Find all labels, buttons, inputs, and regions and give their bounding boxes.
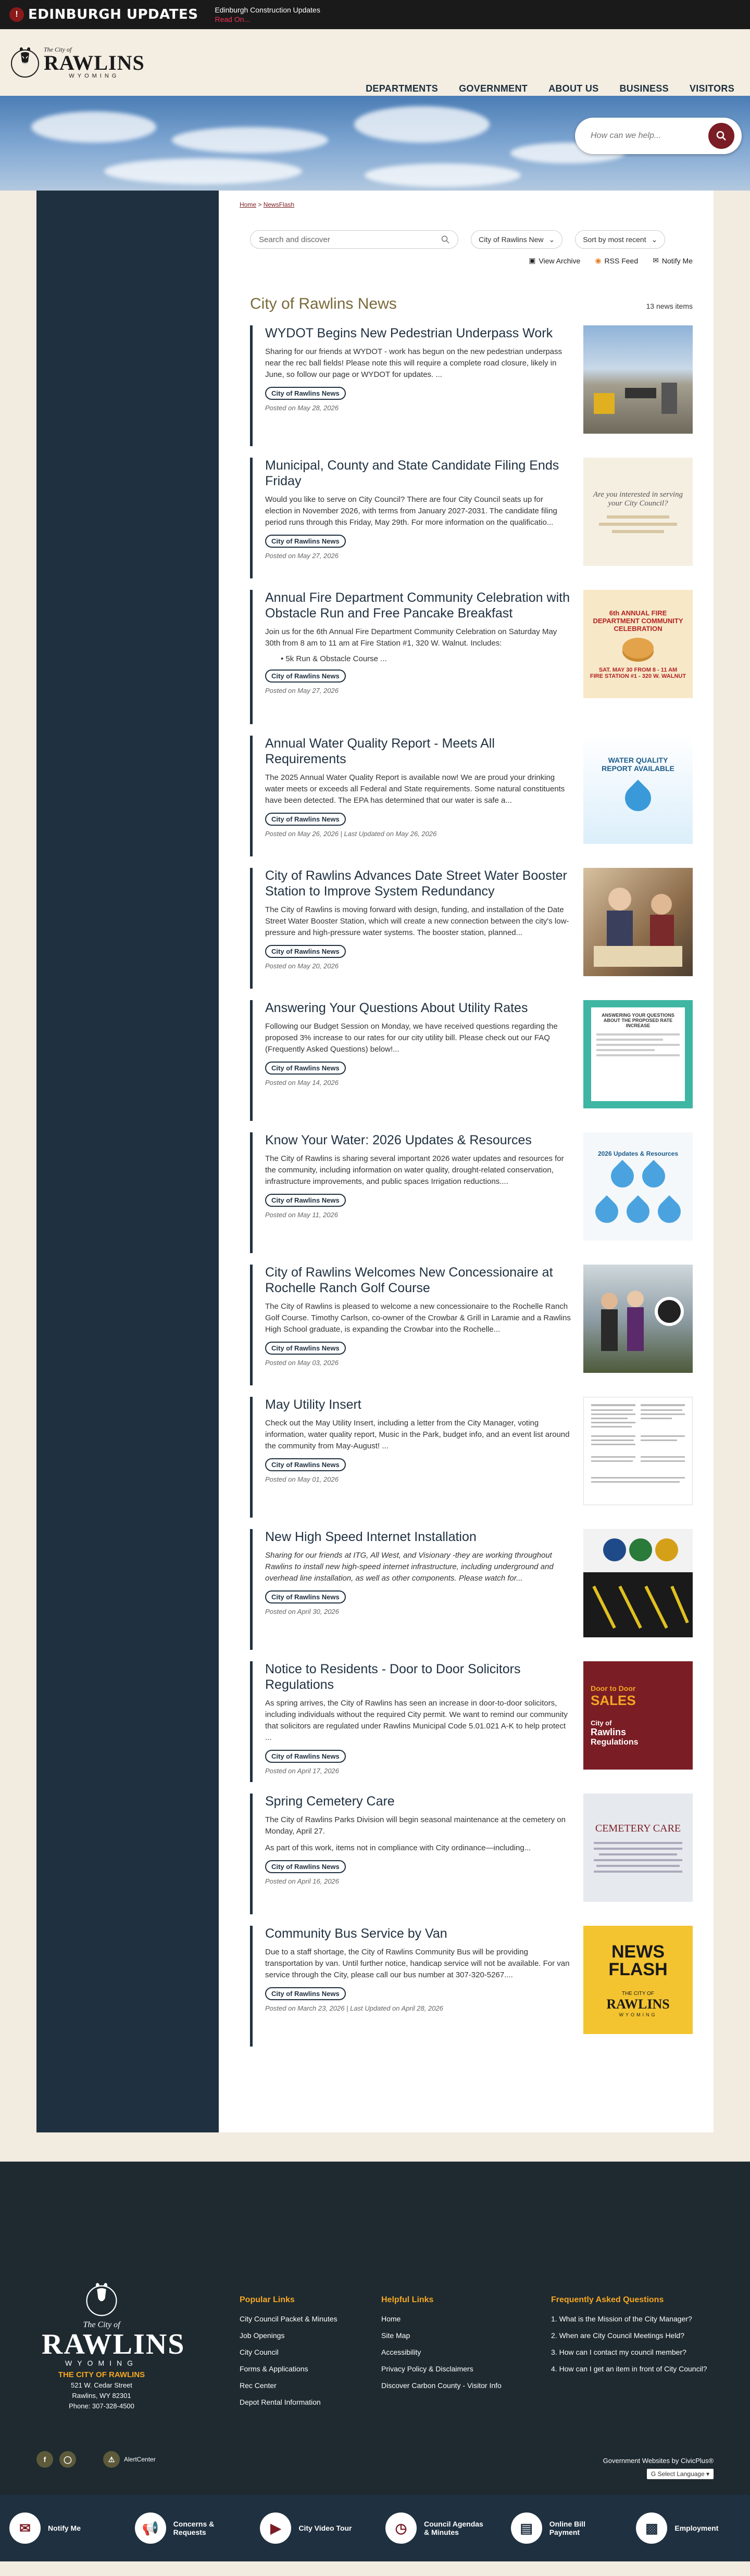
news-item-title[interactable]: WYDOT Begins New Pedestrian Underpass Work: [265, 326, 553, 340]
news-item-summary: The City of Rawlins Parks Division will begin seasonal maintenance at the cemetery on Monday, April 27.: [265, 1815, 566, 1836]
alert-icon: !: [9, 7, 24, 22]
news-item-title[interactable]: Annual Water Quality Report - Meets All Requirements: [265, 736, 495, 766]
footer-link[interactable]: Site Map: [381, 2331, 410, 2340]
news-item-summary: The City of Rawlins is moving forward with design, funding, and installation of the Date Street Water Booster Station, which will create a new connection between the city's low-pressure and high-pressure water systems. The booster station, planned...: [265, 905, 569, 937]
category-tag[interactable]: City of Rawlins News: [265, 1860, 346, 1873]
nav-business[interactable]: BUSINESS: [619, 83, 669, 94]
category-tag[interactable]: City of Rawlins News: [265, 945, 346, 958]
news-item-summary: Due to a staff shortage, the City of Rawlins Community Bus will be providing transportation by van. Until further notice, handicap service will not be available. For van service through the City, please call our bus number at 307-320-5267....: [265, 1948, 570, 1979]
category-select[interactable]: [471, 230, 562, 249]
breadcrumb: Home > NewsFlash: [240, 201, 295, 208]
alert-title: EDINBURGH UPDATES: [28, 7, 198, 22]
faq-thumb-title: ANSWERING YOUR QUESTIONS ABOUT THE PROPOSED RATE INCREASE: [602, 1013, 674, 1028]
search-icon: [716, 131, 727, 141]
news-item-summary: The City of Rawlins is pleased to welcome a new concessionaire to the Rochelle Ranch Golf Course. Timothy Carlson, co-owner of the Crowbar & Grill in Laramie and a Rawlins High School graduate, is expanding the Crowbar into the Rochelle...: [265, 1302, 571, 1334]
footer-link[interactable]: City Council Packet & Minutes: [240, 2315, 338, 2323]
news-item: [250, 1661, 693, 1782]
news-item-title[interactable]: New High Speed Internet Installation: [265, 1530, 477, 1544]
footer-address: [42, 2370, 161, 2411]
candidate-thumb-text: Are you interested in serving your City Council?: [593, 490, 683, 508]
faq-link-text: How can I get an item in front of City Council?: [559, 2365, 707, 2373]
alert-bar: [0, 0, 750, 29]
posted-date: Posted on May 01, 2026: [265, 1475, 339, 1483]
footer-link[interactable]: City Council: [240, 2348, 279, 2356]
site-search-input[interactable]: [591, 131, 708, 141]
news-item: [250, 1265, 693, 1385]
category-tag[interactable]: City of Rawlins News: [265, 1590, 346, 1603]
footer-logo[interactable]: [42, 2281, 185, 2367]
page-header: [250, 295, 693, 313]
alert-message-text: Edinburgh Construction Updates: [215, 6, 320, 14]
news-flash-thumb-line3: THE CITY OF: [621, 1990, 655, 1997]
news-item-summary: Sharing for our friends at ITG, All West, and Visionary -they are working throughout Rawlins to install new high-speed internet infrastructure, including underground and overhead line installation, as well as other components. Please watch for...: [265, 1551, 554, 1583]
category-tag[interactable]: City of Rawlins News: [265, 535, 346, 548]
news-item-image[interactable]: [583, 1265, 693, 1373]
footer-faq-link[interactable]: 4. How can I get an item in front of City Council?: [551, 2365, 707, 2373]
news-item-image[interactable]: [583, 590, 693, 698]
footer-faq-links: [551, 2292, 707, 2374]
news-item-summary: Join us for the 6th Annual Fire Department Community Celebration on Saturday May 30th from 8 am to 11 am at Fire Station #1, 320 W. Walnut. Includes:: [265, 627, 557, 648]
posted-date: Posted on May 26, 2026 | Last Updated on May 26, 2026: [265, 830, 437, 838]
news-item: [250, 590, 693, 724]
footer-phone: Phone: 307-328-4500: [69, 2402, 134, 2410]
quick-link-agendas[interactable]: [385, 2512, 490, 2544]
news-item-image[interactable]: [583, 1661, 693, 1770]
search-icon: [441, 235, 449, 244]
category-select-value: City of Rawlins New: [479, 235, 544, 244]
news-flash-thumb-line2: FLASH: [608, 1959, 668, 1979]
alert-read-on-link[interactable]: Read On...: [215, 15, 251, 23]
breadcrumb-home[interactable]: Home: [240, 201, 257, 208]
water-report-thumb-title: WATER QUALITY REPORT AVAILABLE: [602, 756, 674, 773]
doors-thumb-line3: City of: [591, 1719, 612, 1727]
fire-thumb-date: SAT. MAY 30 FROM 8 - 11 AM: [598, 666, 678, 673]
view-archive-link[interactable]: [529, 256, 580, 265]
rss-label: RSS Feed: [604, 256, 639, 265]
nav-government[interactable]: GOVERNMENT: [459, 83, 528, 94]
content-area: [0, 191, 750, 2162]
civicplus-label: Government Websites by CivicPlus®: [603, 2457, 714, 2465]
category-tag[interactable]: City of Rawlins News: [265, 387, 346, 400]
news-item-summary: The 2025 Annual Water Quality Report is available now! We are proud your drinking water meets or exceeds all Federal and State requirements. Some natural constituents have been detected. The EPA has determined that our water is safe a...: [265, 773, 565, 805]
footer-helpful-title: Helpful Links: [381, 2295, 434, 2304]
view-archive-label: View Archive: [539, 256, 581, 265]
quick-link-notify[interactable]: [9, 2512, 114, 2544]
news-filters: [250, 230, 693, 249]
footer-logo-name: RAWLINS: [42, 2328, 185, 2360]
news-item-title[interactable]: Spring Cemetery Care: [265, 1794, 395, 1809]
sort-select[interactable]: [575, 230, 665, 249]
news-actions: [240, 256, 693, 265]
faq-link-text: When are City Council Meetings Held?: [559, 2331, 685, 2340]
site-logo[interactable]: [9, 46, 145, 79]
news-item-summary: Following our Budget Session on Monday, we have received questions regarding the proposed 3% increase to our rates for our city utility bill. Please check out our FAQ (Frequently Asked Questions) below!...: [265, 1022, 558, 1054]
notify-label: Notify Me: [661, 256, 693, 265]
category-tag[interactable]: City of Rawlins News: [265, 1458, 346, 1471]
category-tag[interactable]: City of Rawlins News: [265, 813, 346, 826]
news-item-image[interactable]: [583, 1132, 693, 1241]
fire-thumb-location: FIRE STATION #1 - 320 W. WALNUT: [590, 673, 686, 679]
civicplus-link[interactable]: [603, 2457, 714, 2465]
news-item-title[interactable]: Municipal, County and State Candidate Filing Ends Friday: [265, 458, 559, 488]
news-item-image[interactable]: [583, 1529, 693, 1637]
footer-address-line1: 521 W. Cedar Street: [71, 2381, 132, 2389]
site-header: [0, 29, 750, 96]
know-water-thumb-title: 2026 Updates & Resources: [597, 1150, 679, 1157]
envelope-icon: ✉: [9, 2512, 41, 2544]
instagram-icon[interactable]: ◯: [59, 2451, 76, 2468]
footer-city-name: THE CITY OF RAWLINS: [58, 2370, 145, 2379]
quick-link-label: Employment: [674, 2524, 719, 2532]
category-tag[interactable]: City of Rawlins News: [265, 1750, 346, 1763]
news-item-title[interactable]: City of Rawlins Welcomes New Concessionaire at Rochelle Ranch Golf Course: [265, 1265, 553, 1295]
language-select[interactable]: G Select Language ▾: [647, 2469, 714, 2479]
quick-link-bill-payment[interactable]: [511, 2512, 616, 2544]
news-item-bullet: • 5k Run & Obstacle Course ...: [281, 654, 387, 663]
site-search-button[interactable]: [708, 123, 734, 149]
pancake-icon: [622, 638, 654, 659]
sidebar: [36, 191, 219, 2132]
alert-center-label: AlertCenter: [124, 2456, 156, 2463]
posted-date: Posted on May 27, 2026: [265, 687, 339, 694]
quick-links-bar: [0, 2495, 750, 2561]
logo-the-city-of: The City of: [44, 45, 72, 53]
news-item: [250, 1926, 693, 2047]
site-footer: [0, 2162, 750, 2495]
footer-faq-link[interactable]: 2. When are City Council Meetings Held?: [551, 2331, 685, 2340]
news-item-summary: As spring arrives, the City of Rawlins has seen an increase in door-to-door solicitors, including individuals without the required City permit. We want to remind our community that solicitors are regulated under Rawlins Municipal Code 5.01.021 A-K to help protect ...: [265, 1699, 568, 1742]
quick-link-label: Notify Me: [48, 2524, 81, 2532]
rss-icon: ◉: [595, 256, 602, 264]
news-item-image[interactable]: [583, 325, 693, 434]
rss-feed-link[interactable]: [595, 256, 638, 265]
news-count: 13 news items: [646, 302, 693, 310]
clock-icon: ◷: [385, 2512, 417, 2544]
doors-thumb-line5: Regulations: [591, 1737, 639, 1747]
footer-faq-link[interactable]: 1. What is the Mission of the City Manager?: [551, 2315, 692, 2323]
alert-center-link[interactable]: [103, 2451, 156, 2468]
quick-link-label: Online Bill Payment: [549, 2520, 585, 2536]
news-item: [250, 1794, 693, 1914]
footer-helpful-links: [381, 2292, 502, 2394]
news-search-placeholder: Search and discover: [259, 235, 330, 244]
news-item-image[interactable]: [583, 1397, 693, 1505]
doors-thumb-line4: Rawlins: [591, 1726, 627, 1737]
posted-date: Posted on May 28, 2026: [265, 404, 339, 412]
pronghorn-logo-icon: [83, 2281, 120, 2318]
posted-date: Posted on March 23, 2026 | Last Updated on April 28, 2026: [265, 2004, 443, 2012]
water-drop-icon: [620, 780, 657, 817]
news-flash-thumb-line1: NEWS: [611, 1941, 665, 1962]
megaphone-icon: 📢: [135, 2512, 166, 2544]
facebook-icon[interactable]: f: [36, 2451, 53, 2468]
category-tag[interactable]: City of Rawlins News: [265, 670, 346, 683]
chevron-down-icon: ⌄: [651, 235, 658, 244]
posted-date: Posted on April 30, 2026: [265, 1608, 339, 1615]
footer-link[interactable]: Depot Rental Information: [240, 2398, 321, 2406]
category-tag[interactable]: City of Rawlins News: [265, 1062, 346, 1075]
language-select-label: Select Language: [657, 2470, 705, 2478]
news-item-title[interactable]: City of Rawlins Advances Date Street Water Booster Station to Improve System Redundancy: [265, 868, 567, 899]
footer-link[interactable]: Job Openings: [240, 2331, 285, 2340]
posted-date: Posted on May 27, 2026: [265, 552, 339, 560]
posted-date: Posted on April 16, 2026: [265, 1877, 339, 1885]
pronghorn-logo-icon: [9, 46, 41, 79]
news-flash-thumb-line5: WYOMING: [619, 2012, 657, 2017]
sort-select-value: Sort by most recent: [583, 235, 646, 244]
news-item-image[interactable]: [583, 1926, 693, 2034]
footer-link[interactable]: Discover Carbon County - Visitor Info: [381, 2381, 502, 2390]
posted-date: Posted on May 11, 2026: [265, 1211, 338, 1219]
category-tag[interactable]: City of Rawlins News: [265, 1342, 346, 1355]
footer-link[interactable]: Privacy Policy & Disclaimers: [381, 2365, 473, 2373]
footer-address-line2: Rawlins, WY 82301: [72, 2392, 131, 2400]
footer-popular-links: [240, 2292, 338, 2410]
footer-link[interactable]: Forms & Applications: [240, 2365, 308, 2373]
news-item-image[interactable]: [583, 458, 693, 566]
category-tag[interactable]: City of Rawlins News: [265, 1987, 346, 2000]
credit-card-icon: ▤: [511, 2512, 542, 2544]
news-item-summary: Sharing for our friends at WYDOT - work has begun on the new pedestrian underpass near the rec ball fields! Please note this will require a complete road closure, likely in June, so follow our page or WYDOT for updates. ...: [265, 347, 562, 379]
faq-link-text: What is the Mission of the City Manager?: [559, 2315, 692, 2323]
envelope-icon: ✉: [653, 256, 659, 264]
news-item-title[interactable]: May Utility Insert: [265, 1397, 361, 1412]
posted-date: Posted on April 17, 2026: [265, 1767, 339, 1775]
alert-message: [215, 5, 320, 24]
doors-thumb-line1: Door to Door: [591, 1684, 636, 1693]
footer-faq-link[interactable]: 3. How can I contact my council member?: [551, 2348, 686, 2356]
fire-thumb-title: 6th ANNUAL FIRE DEPARTMENT COMMUNITY CELEBRATION: [593, 609, 683, 633]
news-item: [250, 736, 693, 856]
quick-link-employment[interactable]: [636, 2512, 741, 2544]
social-links: [36, 2451, 156, 2468]
page-title: City of Rawlins News: [250, 295, 397, 312]
news-item-title[interactable]: Annual Fire Department Community Celebration with Obstacle Run and Free Pancake Breakfast: [265, 590, 570, 621]
posted-date: Posted on May 03, 2026: [265, 1359, 339, 1367]
notify-me-link[interactable]: [653, 256, 693, 265]
news-flash-thumb-line4: RAWLINS: [606, 1996, 670, 2012]
news-item: [250, 458, 693, 578]
category-tag[interactable]: City of Rawlins News: [265, 1194, 346, 1207]
cemetery-thumb-title: CEMETERY CARE: [595, 1823, 681, 1834]
footer-link[interactable]: Accessibility: [381, 2348, 421, 2356]
nav-about-us[interactable]: ABOUT US: [548, 83, 599, 94]
faq-link-text: How can I contact my council member?: [559, 2348, 686, 2356]
news-item-title[interactable]: Answering Your Questions About Utility Rates: [265, 1001, 528, 1015]
news-item-image[interactable]: [583, 868, 693, 976]
news-item-summary: The City of Rawlins is sharing several important 2026 water updates and resources for the community, including information on water quality, drought-related conservation, infrastructure improvements, and public spaces Irrigation reductions....: [265, 1154, 564, 1186]
news-item-title[interactable]: Community Bus Service by Van: [265, 1926, 447, 1941]
news-item: [250, 1132, 693, 1253]
site-search: [575, 118, 742, 154]
news-item-image[interactable]: [583, 1794, 693, 1902]
briefcase-icon: ▩: [636, 2512, 667, 2544]
doors-thumb-line2: SALES: [591, 1692, 636, 1708]
footer-logo-state: WYOMING: [65, 2359, 138, 2367]
news-item-title[interactable]: Know Your Water: 2026 Updates & Resources: [265, 1133, 532, 1147]
news-item-summary: Would you like to serve on City Council? There are four City Council seats up for election in November 2026, with terms from January 2027-2031. The candidate filing period runs through this Friday, May 29th. For more information on the qualificatio...: [265, 495, 557, 527]
news-item-summary-2: As part of this work, items not in compliance with City ordinance—including...: [265, 1843, 531, 1852]
breadcrumb-newsflash[interactable]: NewsFlash: [263, 201, 295, 208]
footer-faq-title: Frequently Asked Questions: [551, 2295, 664, 2304]
nav-visitors[interactable]: VISITORS: [689, 83, 734, 94]
quick-link-label: Concerns & Requests: [173, 2520, 215, 2536]
nav-departments[interactable]: DEPARTMENTS: [366, 83, 439, 94]
news-item-summary: Check out the May Utility Insert, including a letter from the City Manager, voting information, water quality report, Music in the Park, budget info, and an event list around the community from May-August! ...: [265, 1419, 570, 1450]
footer-link[interactable]: Rec Center: [240, 2381, 277, 2390]
news-item: [250, 1397, 693, 1518]
news-item: [250, 1529, 693, 1650]
footer-logo-the-city-of: The City of: [83, 2320, 120, 2329]
news-item-image[interactable]: [583, 1000, 693, 1108]
news-item-image[interactable]: [583, 736, 693, 844]
quick-link-concerns[interactable]: [135, 2512, 240, 2544]
news-item-title[interactable]: Notice to Residents - Door to Door Solicitors Regulations: [265, 1662, 521, 1692]
play-icon: ▶: [260, 2512, 291, 2544]
posted-date: Posted on May 20, 2026: [265, 962, 339, 970]
quick-link-video-tour[interactable]: [260, 2512, 365, 2544]
logo-name: RAWLINS: [44, 50, 145, 74]
logo-state: WYOMING: [69, 72, 120, 79]
news-item: [250, 868, 693, 989]
footer-popular-title: Popular Links: [240, 2295, 295, 2304]
quick-link-label: Council Agendas & Minutes: [424, 2520, 483, 2536]
quick-link-label: City Video Tour: [298, 2524, 352, 2532]
posted-date: Posted on May 14, 2026: [265, 1079, 339, 1087]
chevron-down-icon: ⌄: [548, 235, 555, 244]
news-item: [250, 325, 693, 446]
archive-icon: ▣: [529, 256, 536, 264]
news-main: [219, 191, 714, 2132]
news-item-bullet-text: 5k Run & Obstacle Course ...: [285, 654, 387, 663]
alert-bell-icon: ⚠: [103, 2451, 120, 2468]
main-nav: [366, 83, 734, 94]
news-item: [250, 1000, 693, 1121]
news-search-input[interactable]: [250, 230, 458, 249]
footer-link[interactable]: Home: [381, 2315, 401, 2323]
